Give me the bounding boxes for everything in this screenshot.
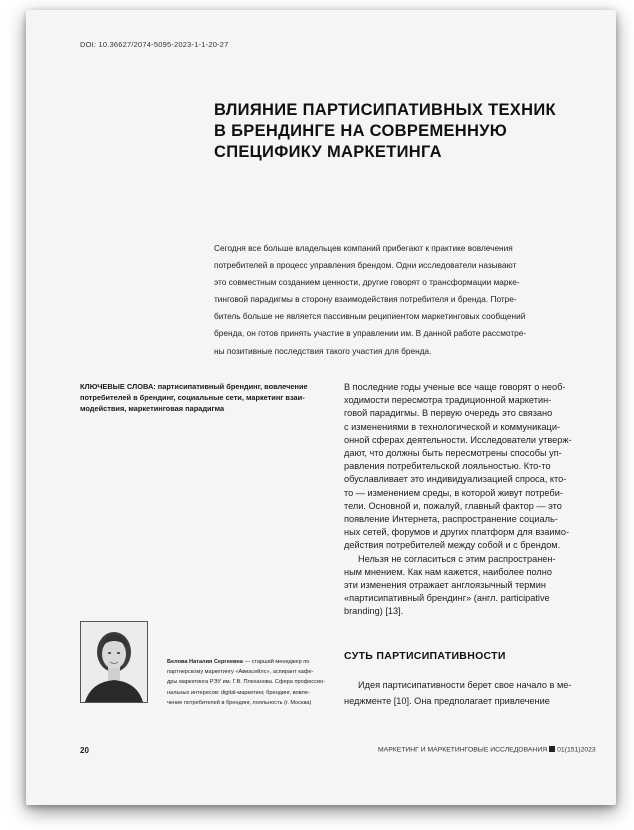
abstract <box>214 240 598 360</box>
body-line: действия потребителей между собой и с брендом. <box>344 540 561 551</box>
abstract-line: это совместным созданием ценности, другие говорят о трансформации марке- <box>214 277 520 288</box>
keywords-line: модействия, маркетинговая парадигма <box>80 404 225 414</box>
keywords-line: потребителей в брендинг, социальные сети, маркетинг взаи- <box>80 393 305 403</box>
author-bio-text: — старший менеджер по <box>242 659 310 665</box>
article-title <box>214 100 574 163</box>
author-name: Белова Наталия Сергеевна <box>167 659 243 665</box>
abstract-line: бренда, он готов принять участие в управлении им. В данной работе рассмотре- <box>214 328 527 339</box>
abstract-line: битель больше не является пассивным реципиентом маркетинговых сообщений <box>214 311 526 322</box>
body-line: ходимости пересмотра традиционной маркетин- <box>344 395 552 406</box>
abstract-line: тинговой парадигмы в сторону взаимодействия потребителя и бренда. Потре- <box>214 294 517 305</box>
section-line: Идея партисипативности берет свое начало в ме- <box>358 680 572 690</box>
square-separator-icon <box>549 746 555 752</box>
body-line: дают, что должны быть пересмотрены способы уп- <box>344 448 562 459</box>
body-line: В последние годы ученые все чаще говорят о необ- <box>344 382 566 392</box>
body-line: ных сетей, форумов и других платформ для взаимо- <box>344 527 570 538</box>
body-line: тели. Основной и, пожалуй, главный фактор — это <box>344 500 562 511</box>
journal-name: МАРКЕТИНГ И МАРКЕТИНГОВЫЕ ИССЛЕДОВАНИЯ <box>378 746 548 754</box>
section-line: неджменте [10]. Она предполагает привлечение <box>344 696 550 707</box>
abstract-line: Сегодня все больше владельцев компаний прибегают к практике вовлечения <box>214 243 513 253</box>
portrait-image <box>81 622 147 702</box>
abstract-line: ны позитивные последствия такого участия для бренда. <box>214 345 432 356</box>
author-bio-line: партнерскому маркетингу «Авиасейлс», аспирант кафе- <box>167 669 314 676</box>
body-line: равления потребительской лояльностью. Кто-то <box>344 461 551 472</box>
section-heading: СУТЬ ПАРТИСИПАТИВНОСТИ <box>344 650 506 662</box>
body-text <box>344 381 602 619</box>
body-line: ным мнением. Как нам кажется, наиболее полно <box>344 566 552 577</box>
body-line: эти изменения отражает англоязычный термин <box>344 580 546 591</box>
author-bio-line: чение потребителей в брендинг, лояльность (г. Москва) <box>167 699 312 706</box>
title-line: СПЕЦИФИКУ МАРКЕТИНГА <box>214 143 442 161</box>
body-line: «партисипативный брендинг» (англ. participative <box>344 593 550 604</box>
body-line: обуславливает это индивидуализацией спроса, кто- <box>344 474 567 485</box>
keywords-line: КЛЮЧЕВЫЕ СЛОВА: партисипативный брендинг, вовлечение <box>80 382 308 391</box>
body-line: говой парадигмы. В первую очередь это связано <box>344 408 553 419</box>
abstract-line: потребителей в процесс управления брендом. Одни исследователи называют <box>214 260 517 271</box>
author-bio-line: дры маркетинга РЭУ им. Г.В. Плеханова. Сфера профессио- <box>167 679 326 686</box>
body-line: то — изменением среды, в которой живут потреби- <box>344 487 563 498</box>
doi-line: DOI: 10.36627/2074-5095-2023-1-1-20-27 <box>80 40 229 49</box>
author-bio <box>167 657 327 708</box>
author-bio-line: нальных интересов: digital-маркетинг, брендинг, вовле- <box>167 689 310 696</box>
body-line: Нельзя не согласиться с этим распространен- <box>358 553 556 564</box>
body-line: branding) [13]. <box>344 606 404 617</box>
body-line: онной сферах деятельности. Исследователи утверж- <box>344 434 572 445</box>
page-number: 20 <box>80 746 89 755</box>
keywords-block <box>80 381 316 415</box>
body-line: появление Интернета, распространение социаль- <box>344 514 558 525</box>
title-line: В БРЕНДИНГЕ НА СОВРЕМЕННУЮ <box>214 122 508 140</box>
author-bio-line <box>167 657 327 667</box>
title-line: ВЛИЯНИЕ ПАРТИСИПАТИВНЫХ ТЕХНИК <box>214 101 556 119</box>
running-footer <box>378 746 596 754</box>
issue-number: 01(151)2023 <box>557 746 596 754</box>
author-photo <box>80 621 148 703</box>
body-line: с изменениями в технологической и коммуникаци- <box>344 421 561 432</box>
section-text <box>344 677 602 710</box>
